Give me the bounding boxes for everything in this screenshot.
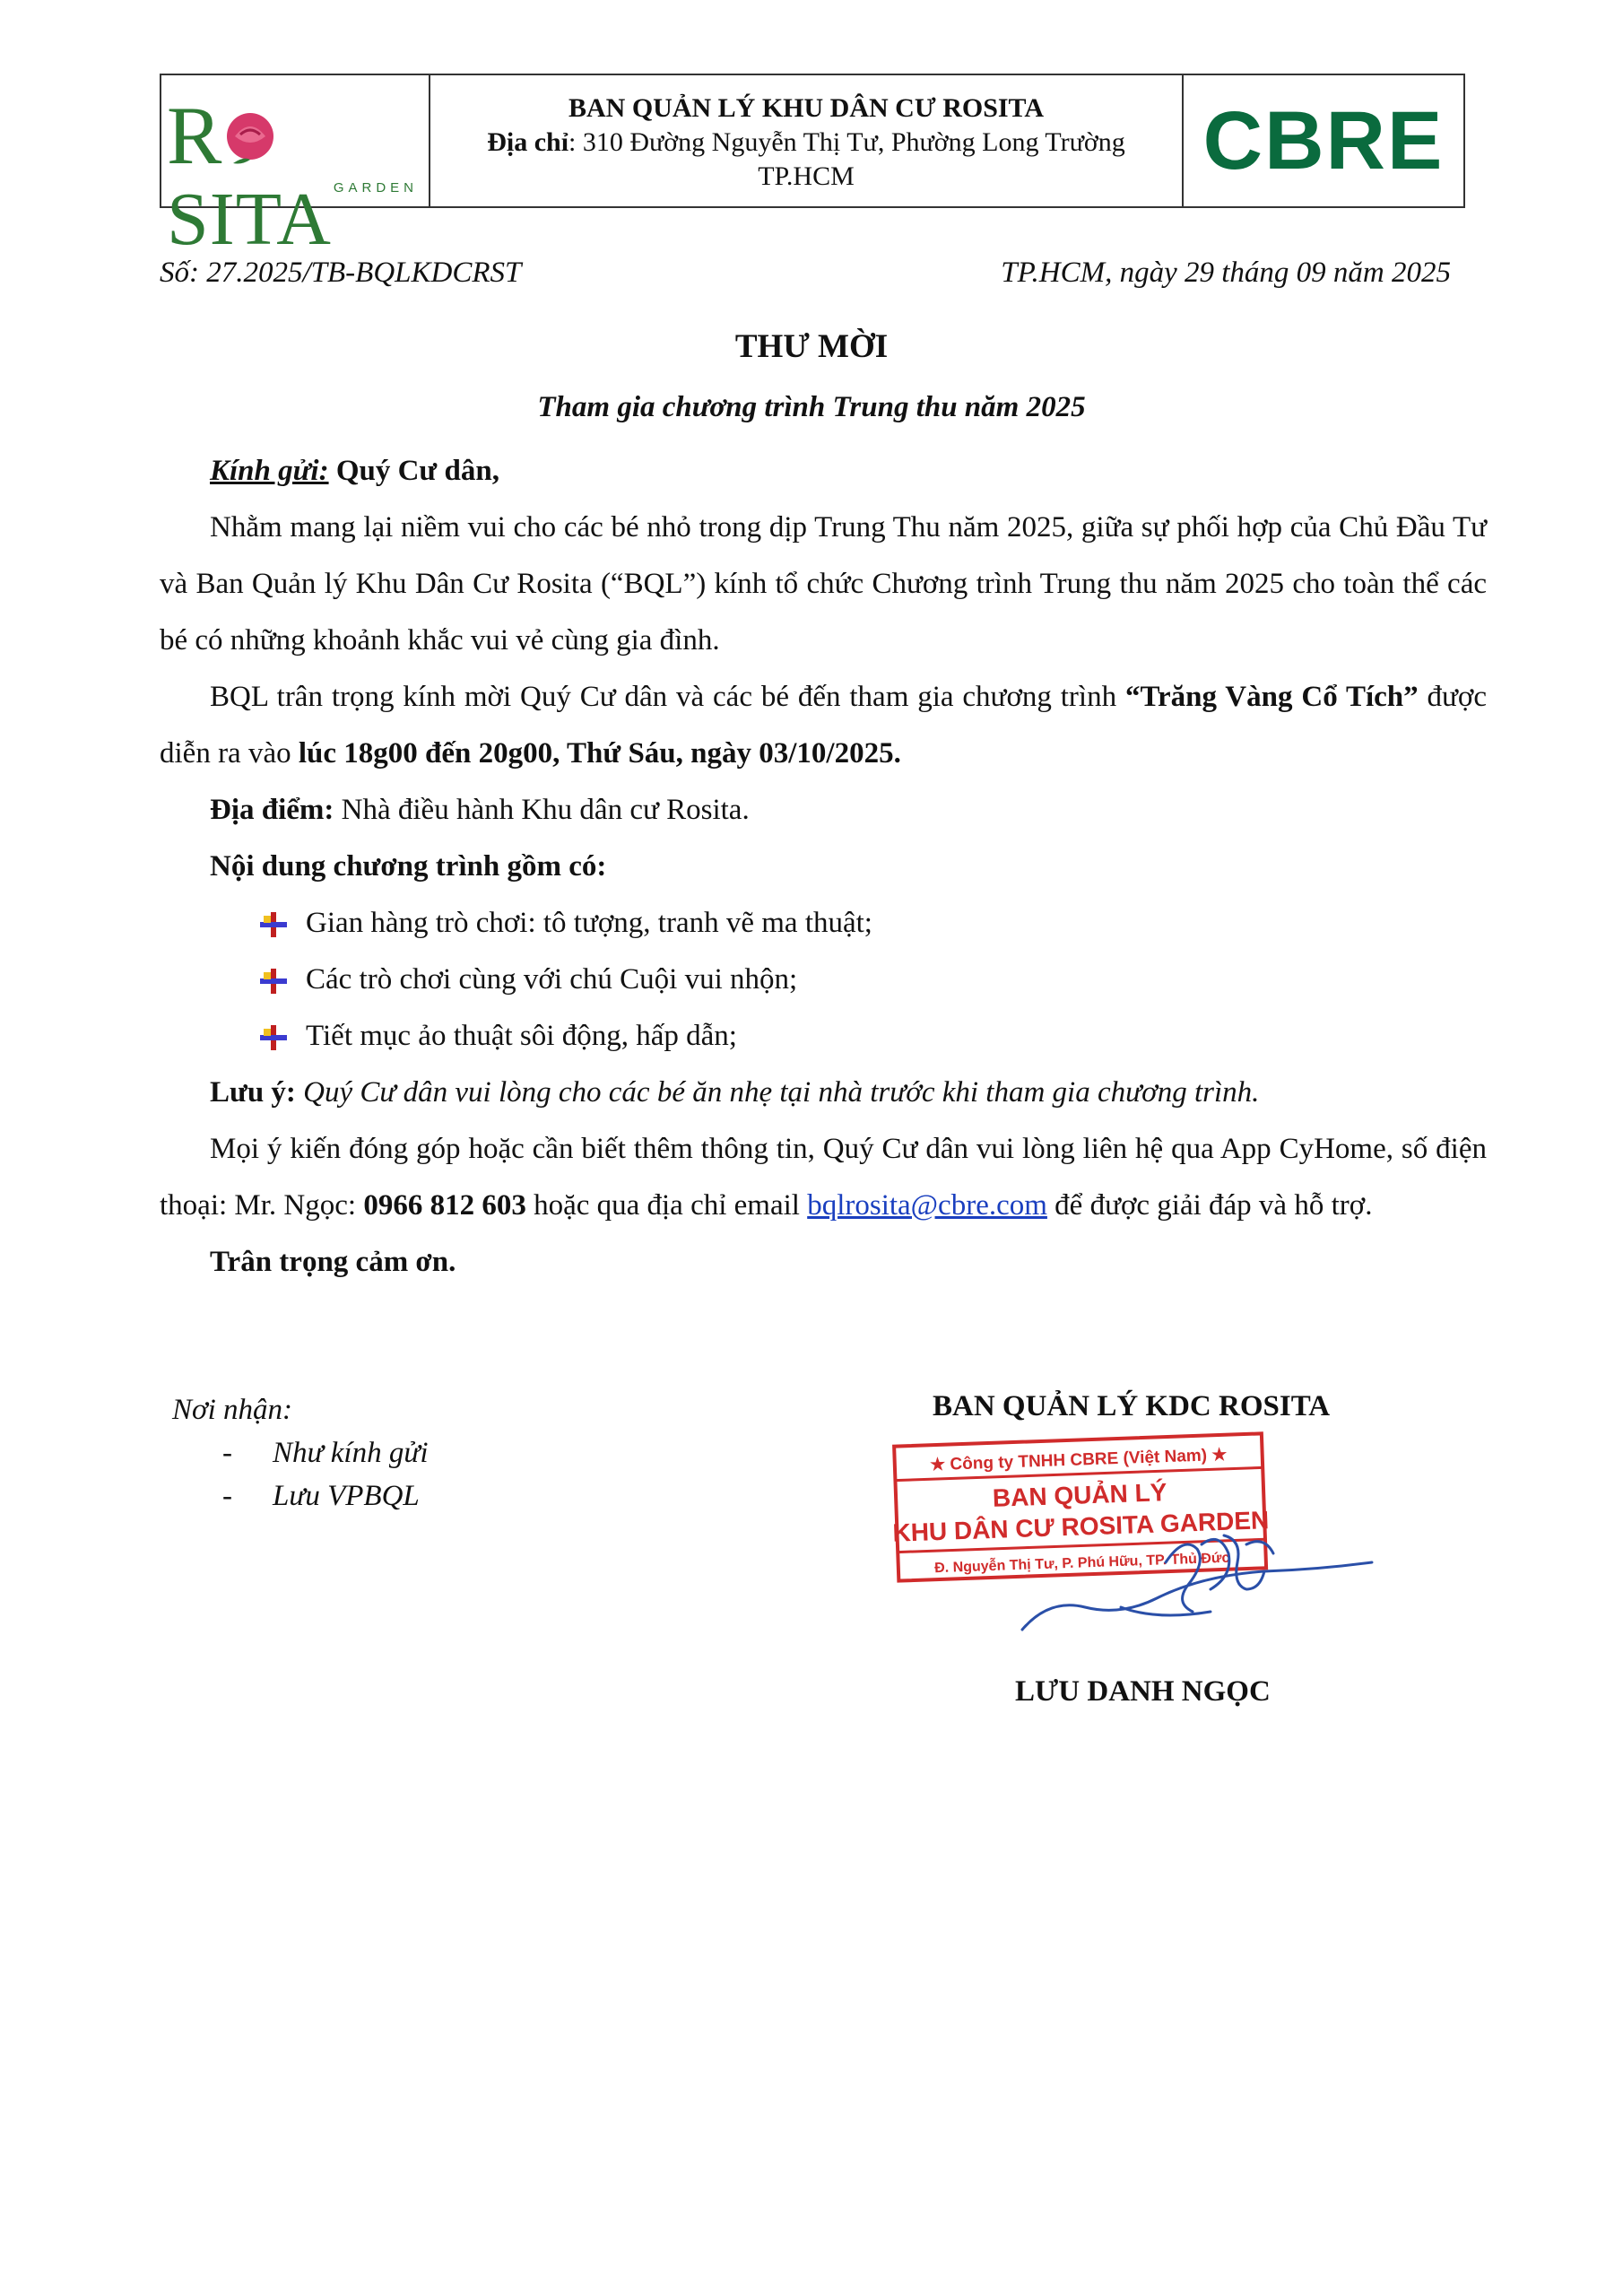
contact-email-link[interactable]: bqlrosita@cbre.com [807, 1189, 1047, 1222]
location-label: Địa điểm: [210, 794, 334, 826]
rosita-logo: RSITA [167, 90, 332, 261]
signature-org: BAN QUẢN LÝ KDC ROSITA [933, 1390, 1331, 1422]
org-info-cell [430, 75, 1184, 206]
note-value: Quý Cư dân vui lòng cho các bé ăn nhẹ tại nhà trước khi tham gia chương trình. [295, 1076, 1260, 1109]
program-list [160, 895, 1487, 1065]
signer-name: LƯU DANH NGỌC [1015, 1675, 1271, 1708]
location [160, 782, 1487, 839]
letter-body [160, 443, 1487, 1291]
arrow-bullet-icon [260, 969, 287, 994]
rosita-logo-subtext: GARDEN [333, 180, 418, 196]
letterhead [160, 74, 1465, 261]
arrow-bullet-icon [260, 1025, 287, 1050]
salutation-label: Kính gửi: [210, 455, 329, 487]
company-stamp [890, 1433, 1271, 1581]
contact-text: Mọi ý kiến đóng góp hoặc cần biết thêm thông tin, Quý Cư dân vui lòng liên hệ qua App CyHome, số điện thoại: Mr. Ngọc: [160, 1133, 1487, 1222]
handwritten-signature [1022, 1535, 1372, 1630]
invitation-text-middle: được diễn ra vào [160, 681, 1487, 770]
program-item: Gian hàng trò chơi: tô tượng, tranh vẽ ma thuật; [306, 907, 872, 939]
stamp-svg [888, 1428, 1390, 1661]
paragraph-invitation [160, 669, 1487, 782]
salutation-value: Quý Cư dân, [328, 455, 499, 487]
contact-text-after: để được giải đáp và hỗ trợ. [1046, 1189, 1373, 1222]
recipients-label: Nơi nhận: [172, 1394, 293, 1426]
document-subtitle: Tham gia chương trình Trung thu năm 2025 [537, 391, 1086, 423]
list-item: - Như kính gửi [222, 1437, 429, 1469]
org-address [430, 126, 1182, 160]
rosita-logo-cell [161, 75, 430, 261]
document-title: THƯ MỜI [734, 328, 889, 365]
note [160, 1065, 1487, 1121]
rose-icon [222, 109, 278, 167]
org-title: BAN QUẢN LÝ KHU DÂN CƯ ROSITA [568, 93, 1045, 123]
list-item [160, 1008, 1487, 1065]
location-value: Nhà điều hành Khu dân cư Rosita. [334, 794, 750, 826]
stamp-line-title: BAN QUẢN LÝ [992, 1478, 1167, 1512]
paragraph-intro: Nhằm mang lại niềm vui cho các bé nhỏ trong dịp Trung Thu năm 2025, giữa sự phối hợp của Chủ Đầu Tư và Ban Quản lý Khu Dân Cư Rosita (“BQL”) kính tổ chức Chương trình Trung thu năm 2025 cho toàn thể các bé có những khoảnh khắc vui vẻ cùng gia đình. [160, 511, 1487, 657]
recipient-item: Như kính gửi [273, 1437, 429, 1469]
salutation [160, 443, 1487, 500]
list-item [160, 952, 1487, 1008]
org-address-city: TP.HCM [758, 161, 855, 191]
program-item: Các trò chơi cùng với chú Cuội vui nhộn; [306, 963, 798, 996]
list-item [160, 895, 1487, 952]
paragraph-contact [160, 1121, 1487, 1234]
list-item: - Lưu VPBQL [222, 1480, 420, 1512]
contact-phone: 0966 812 603 [363, 1189, 526, 1222]
event-time: lúc 18g00 đến 20g00, Thứ Sáu, ngày 03/10/2025. [298, 737, 901, 770]
program-heading: Nội dung chương trình gồm có: [210, 850, 607, 883]
address-label: Địa chỉ [487, 127, 569, 157]
program-item: Tiết mục ảo thuật sôi động, hấp dẫn; [306, 1020, 737, 1052]
stamp-and-signature [888, 1428, 1390, 1661]
address-value: : 310 Đường Nguyễn Thị Tư, Phường Long Trường [568, 127, 1125, 157]
recipient-item: Lưu VPBQL [273, 1480, 420, 1512]
contact-text-middle: hoặc qua địa chỉ email [525, 1189, 808, 1222]
stamp-line-address: Đ. Nguyễn Thị Tư, P. Phú Hữu, TP. Thủ Đức [933, 1550, 1230, 1577]
recipients [172, 1388, 429, 1518]
arrow-bullet-icon [260, 912, 287, 937]
cbre-logo-cell [1184, 75, 1463, 206]
note-label: Lưu ý: [210, 1076, 296, 1109]
invitation-text: BQL trân trọng kính mời Quý Cư dân và các bé đến tham gia chương trình [210, 681, 1125, 713]
event-name: “Trăng Vàng Cổ Tích” [1124, 681, 1419, 713]
document-date: TP.HCM, ngày 29 tháng 09 năm 2025 [1001, 257, 1451, 289]
closing: Trân trọng cảm ơn. [210, 1246, 456, 1278]
stamp-line-company: ★ Công ty TNHH CBRE (Việt Nam) ★ [929, 1445, 1228, 1475]
cbre-logo: CBRE [1202, 94, 1445, 187]
stamp-line-org: KHU DÂN CƯ ROSITA GARDEN [891, 1506, 1270, 1547]
document-number: Số: 27.2025/TB-BQLKDCRST [160, 257, 522, 289]
